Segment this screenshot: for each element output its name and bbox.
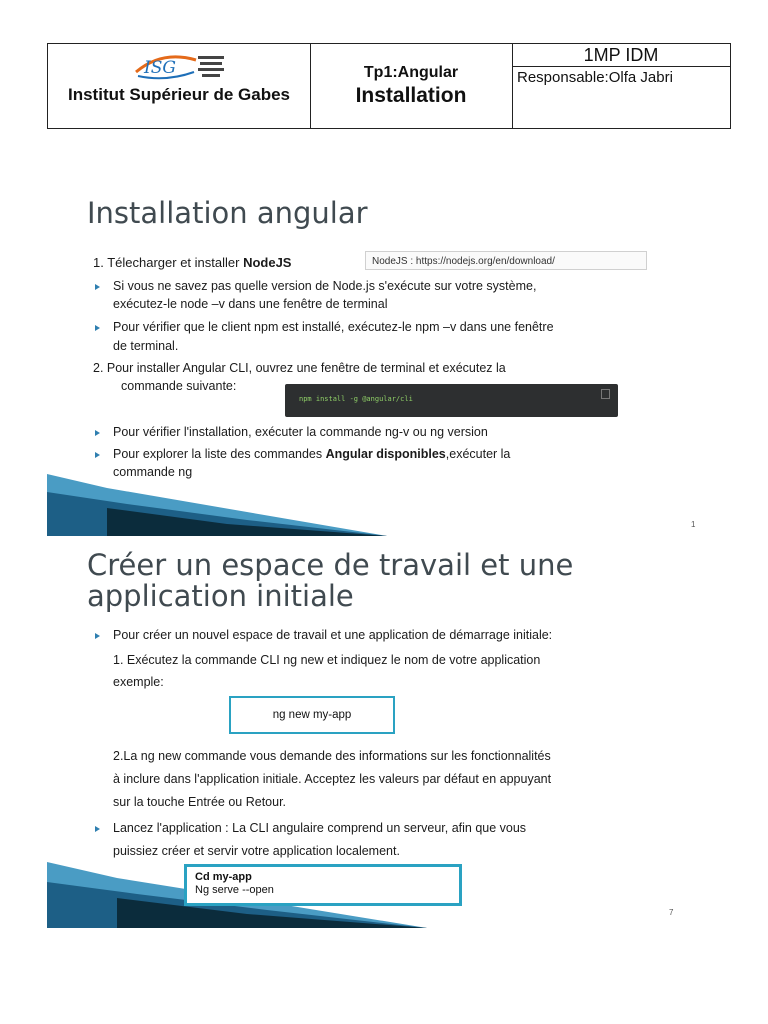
bullet2-line1: Pour vérifier que le client npm est installé, exécutez-le npm –v dans une fenêtre <box>113 320 554 334</box>
isg-logo <box>132 52 228 82</box>
bullet-arrow-icon <box>95 633 100 639</box>
responsible-name: Responsable:Olfa Jabri <box>517 69 673 86</box>
terminal-snippet <box>285 384 618 417</box>
slide1-title: Installation angular <box>87 196 368 230</box>
slide2-page-number: 7 <box>669 908 674 917</box>
bullet-arrow-icon <box>95 430 100 436</box>
class-level: 1MP IDM <box>512 44 730 67</box>
create-step1-line1: 1. Exécutez la commande CLI ng new et indiquez le nom de votre application <box>113 653 541 667</box>
ng-new-command-box: ng new my-app <box>229 696 395 734</box>
institute-name: Institut Supérieur de Gabes <box>68 85 290 104</box>
slide-installation-angular <box>47 178 711 536</box>
serve-command-box <box>184 864 462 906</box>
nodejs-url-box: NodeJS : https://nodejs.org/en/download/ <box>365 251 647 270</box>
create-bullet1: Pour créer un nouvel espace de travail et une application de démarrage initiale: <box>113 628 553 642</box>
document-header-table <box>47 43 731 129</box>
terminal-command: npm install -g @angular/cli <box>299 395 413 403</box>
copy-icon <box>601 389 610 399</box>
bullet4-line2: commande ng <box>113 465 193 479</box>
serve-ng-line: Ng serve --open <box>195 884 274 896</box>
create-step2-line2: à inclure dans l'application initiale. Acceptez les valeurs par défaut en appuyant <box>113 772 552 786</box>
bullet1-line1: Si vous ne savez pas quelle version de Node.js s'exécute sur votre système, <box>113 279 537 293</box>
subject-cell <box>310 44 513 128</box>
slide2-title: Créer un espace de travail et une application initiale <box>87 548 574 613</box>
create-bullet2-line1: Lancez l'application : La CLI angulaire comprend un serveur, afin que vous <box>113 821 527 835</box>
svg-text:ISG: ISG <box>144 58 176 78</box>
bullet2-line2: de terminal. <box>113 339 179 353</box>
subject-title: Installation <box>355 84 467 107</box>
tp-label: Tp1:Angular <box>363 64 459 81</box>
create-step2-line3: sur la touche Entrée ou Retour. <box>113 795 287 809</box>
create-step2-line1: 2.La ng new commande vous demande des informations sur les fonctionnalités <box>113 749 551 763</box>
step2-line1: 2. Pour installer Angular CLI, ouvrez une fenêtre de terminal et exécutez la <box>93 361 506 375</box>
create-step1-line2: exemple: <box>113 675 164 689</box>
bullet-arrow-icon <box>95 284 100 290</box>
create-bullet2-line2: puissiez créer et servir votre application localement. <box>113 844 400 858</box>
serve-cd-line: Cd my-app <box>195 871 252 883</box>
slide1-page-number: 1 <box>691 520 696 529</box>
bullet3-text: Pour vérifier l'installation, exécuter la commande ng-v ou ng version <box>113 425 488 439</box>
bullet4-line1: Pour explorer la liste des commandes Angular disponibles,exécuter la <box>113 447 511 461</box>
slide-swoosh-decoration <box>47 474 387 536</box>
bullet-arrow-icon <box>95 826 100 832</box>
bullet-arrow-icon <box>95 452 100 458</box>
bullet1-line2: exécutez-le node –v dans une fenêtre de terminal <box>113 297 388 311</box>
institute-cell <box>48 44 311 128</box>
slide-create-workspace <box>47 540 711 928</box>
step2-line2: commande suivante: <box>121 379 237 393</box>
step1-text: 1. Télecharger et installer NodeJS <box>93 255 292 270</box>
info-cell <box>512 44 730 128</box>
bullet-arrow-icon <box>95 325 100 331</box>
